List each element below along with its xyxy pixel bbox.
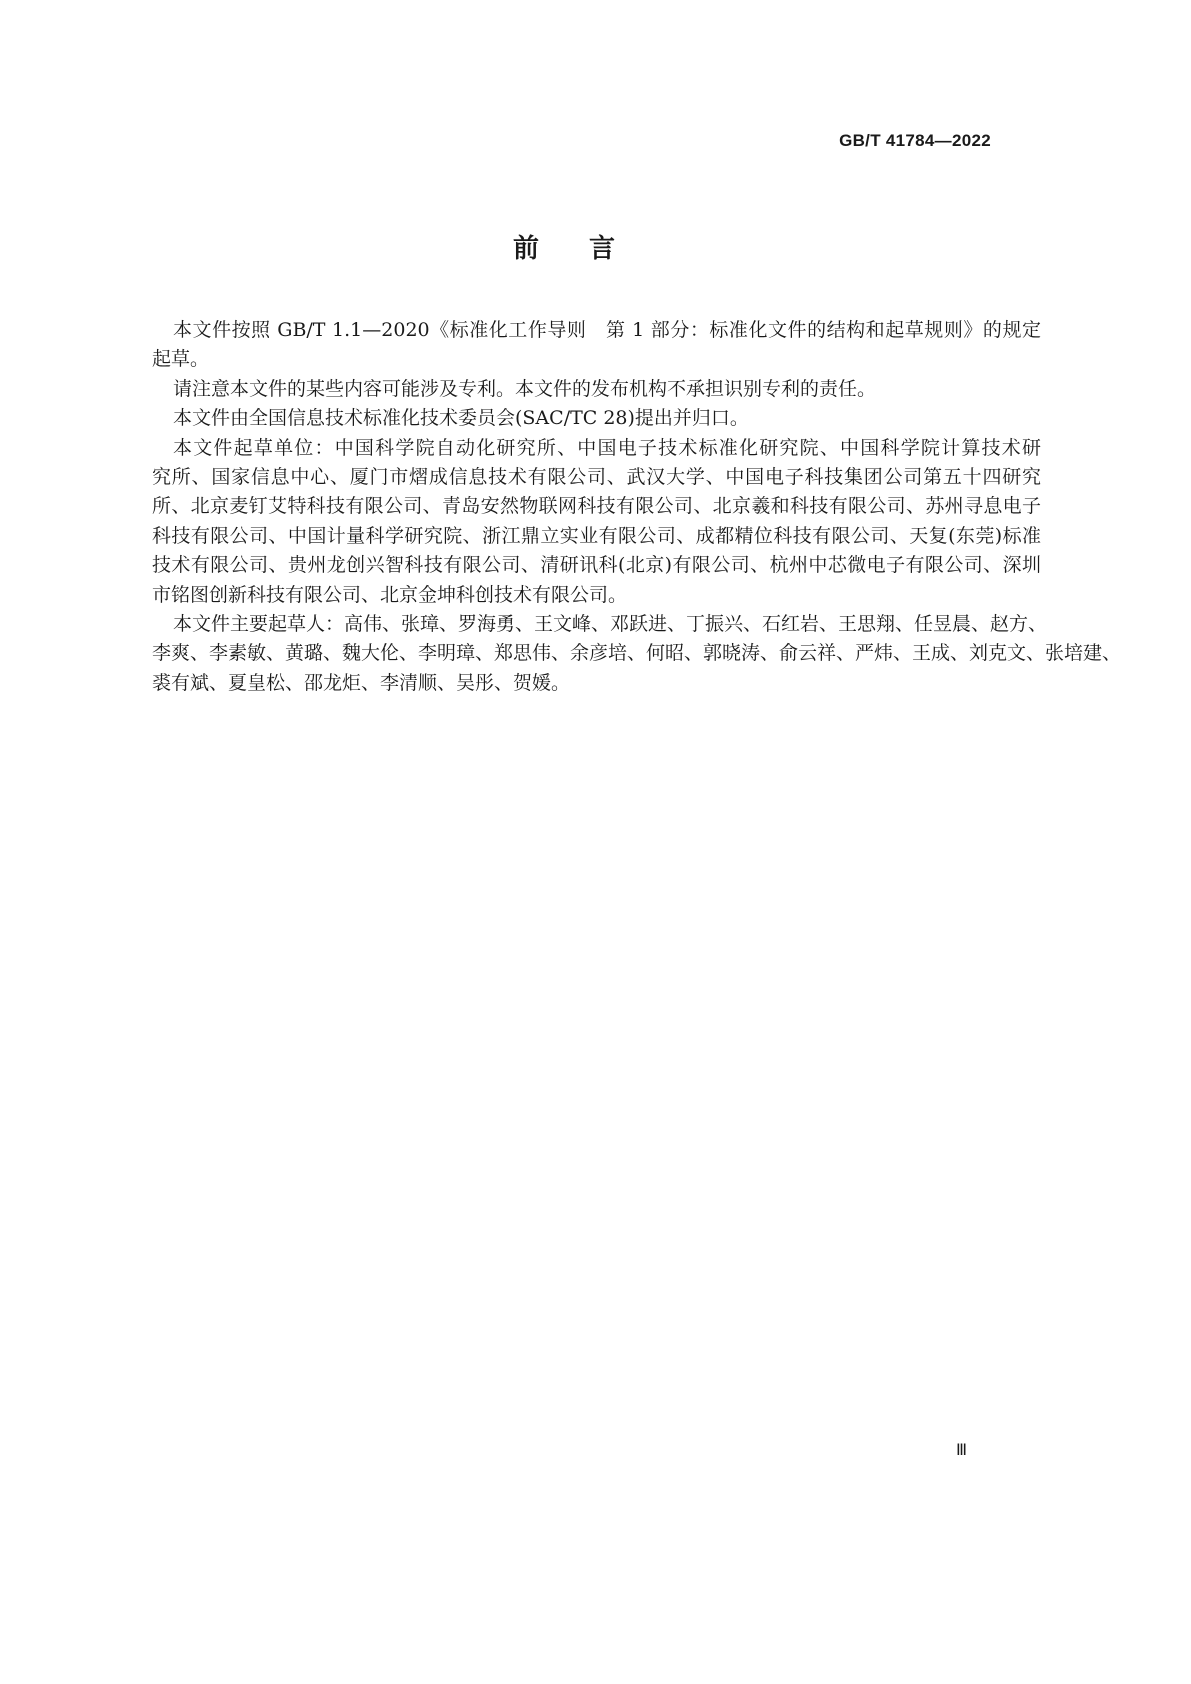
text-line: 本文件主要起草人：高伟、张璋、罗海勇、王文峰、邓跃进、丁振兴、石红岩、王思翔、任昱晨、赵方、	[173, 612, 1048, 635]
text-line: 李爽、李素敏、黄璐、魏大伦、李明璋、郑思伟、余彦培、何昭、郭晓涛、俞云祥、严炜、王成、刘克文、张培建、	[152, 642, 1122, 665]
paragraph-proposer	[152, 404, 1041, 433]
title-char: 前	[512, 234, 541, 264]
paragraph-drafting-rules	[152, 316, 1041, 375]
text-line: 究所、国家信息中心、厦门市熠成信息技术有限公司、武汉大学、中国电子科技集团公司第五十四研究	[152, 465, 1041, 488]
paragraph-drafting-units	[152, 434, 1041, 610]
foreword-body	[152, 316, 1122, 698]
text-line: 市铭图创新科技有限公司、北京金坤科创技术有限公司。	[152, 583, 628, 606]
text-line: 请注意本文件的某些内容可能涉及专利。本文件的发布机构不承担识别专利的责任。	[173, 377, 877, 400]
text-line: 本文件起草单位：中国科学院自动化研究所、中国电子技术标准化研究院、中国科学院计算技术研	[173, 436, 1041, 459]
page-title	[0, 228, 1130, 265]
paragraph-drafters	[152, 610, 1122, 698]
text-line: 裘有斌、夏皇松、邵龙炬、李清顺、吴彤、贺媛。	[152, 671, 571, 694]
text-line: 本文件按照 GB/T 1.1—2020《标准化工作导则 第 1 部分：标准化文件的结构和起草规则》的规定	[173, 319, 1041, 341]
title-char: 言	[589, 234, 618, 264]
text-line: 起草。	[152, 348, 210, 371]
text-line: 技术有限公司、贵州龙创兴智科技有限公司、清研讯科(北京)有限公司、杭州中芯微电子有限公司、深圳	[152, 554, 1041, 577]
text-line: 本文件由全国信息技术标准化技术委员会(SAC/TC 28)提出并归口。	[173, 407, 749, 430]
paragraph-patent-notice	[152, 375, 1041, 404]
standard-number: GB/T 41784—2022	[839, 131, 991, 150]
text-line: 所、北京麦钉艾特科技有限公司、青岛安然物联网科技有限公司、北京羲和科技有限公司、苏州寻息电子	[152, 495, 1041, 518]
page-number: Ⅲ	[956, 1442, 968, 1459]
text-line: 科技有限公司、中国计量科学研究院、浙江鼎立实业有限公司、成都精位科技有限公司、天复(东莞)标准	[152, 524, 1041, 547]
